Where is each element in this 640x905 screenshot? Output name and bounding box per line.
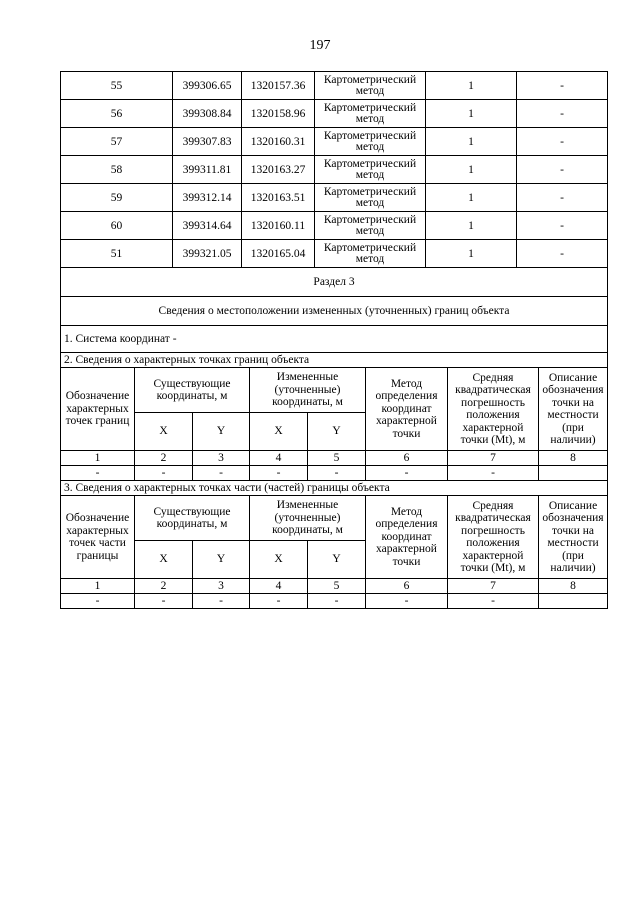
col-number: 4 <box>250 579 308 594</box>
table-cell: - <box>366 594 448 609</box>
method-line: метод <box>355 141 385 153</box>
x-coordinate: 399321.05 <box>173 240 242 268</box>
col-number: 4 <box>250 451 308 466</box>
header-x: X <box>250 413 308 451</box>
precision-cell: 1 <box>426 184 517 212</box>
header-x: X <box>250 541 308 579</box>
table-cell: - <box>193 594 250 609</box>
point-number: 56 <box>61 100 173 128</box>
method-line: Картометрический <box>323 102 417 114</box>
description-cell: - <box>517 156 608 184</box>
page-number: 197 <box>309 38 331 53</box>
col-number: 1 <box>61 451 135 466</box>
table-cell <box>539 466 608 481</box>
table-row <box>61 184 608 212</box>
table-row <box>61 72 608 100</box>
col-number: 8 <box>539 451 608 466</box>
col-number: 6 <box>366 451 448 466</box>
method-line: метод <box>355 225 385 237</box>
section-subtitle: Сведения о местоположении измененных (уточненных) границ объекта <box>61 297 608 326</box>
section-subtitle-row <box>61 297 608 326</box>
col-number: 8 <box>539 579 608 594</box>
method-line: Картометрический <box>323 158 417 170</box>
y-coordinate: 1320160.31 <box>242 128 315 156</box>
points-title-row <box>61 353 608 368</box>
description-cell: - <box>517 128 608 156</box>
method-line: Картометрический <box>323 130 417 142</box>
precision-cell: 1 <box>426 72 517 100</box>
parts-dash-row <box>61 594 608 609</box>
table-cell: - <box>135 594 193 609</box>
document-body <box>60 71 607 609</box>
table-cell: - <box>61 594 135 609</box>
x-coordinate: 399314.64 <box>173 212 242 240</box>
coord-system: 1. Система координат - <box>61 326 608 353</box>
y-coordinate: 1320158.96 <box>242 100 315 128</box>
method-cell <box>315 240 426 268</box>
method-line: метод <box>355 253 385 265</box>
y-coordinate: 1320165.04 <box>242 240 315 268</box>
point-number: 60 <box>61 212 173 240</box>
method-cell <box>315 128 426 156</box>
col-number: 5 <box>308 579 366 594</box>
method-cell <box>315 156 426 184</box>
table-cell: - <box>193 466 250 481</box>
table-row <box>61 212 608 240</box>
table-cell: - <box>308 594 366 609</box>
table-cell: - <box>61 466 135 481</box>
point-number: 51 <box>61 240 173 268</box>
precision-cell: 1 <box>426 212 517 240</box>
table-cell: - <box>448 594 539 609</box>
col-number: 2 <box>135 579 193 594</box>
header-method: Метод определения координат характерной точки <box>366 496 448 579</box>
points-table <box>60 71 608 353</box>
table-cell <box>539 594 608 609</box>
point-number: 55 <box>61 72 173 100</box>
header-y: Y <box>193 541 250 579</box>
header-precision: Средняя квадратическая погрешность положения характерной точки (Mt), м <box>448 368 539 451</box>
description-cell: - <box>517 184 608 212</box>
boundary-points-table <box>60 352 608 609</box>
precision-cell: 1 <box>426 128 517 156</box>
point-number: 59 <box>61 184 173 212</box>
method-line: метод <box>355 197 385 209</box>
parts-title: 3. Сведения о характерных точках части (частей) границы объекта <box>61 481 608 496</box>
method-line: метод <box>355 113 385 125</box>
description-cell: - <box>517 212 608 240</box>
header-x: X <box>135 413 193 451</box>
header-description: Описание обозначения точки на местности (при наличии) <box>539 496 608 579</box>
parts-column-number-row <box>61 579 608 594</box>
method-line: Картометрический <box>323 186 417 198</box>
description-cell: - <box>517 100 608 128</box>
header-designation: Обозначение характерных точек части границы <box>61 496 135 579</box>
section-title: Раздел 3 <box>61 268 608 297</box>
col-number: 1 <box>61 579 135 594</box>
precision-cell: 1 <box>426 156 517 184</box>
x-coordinate: 399308.84 <box>173 100 242 128</box>
y-coordinate: 1320157.36 <box>242 72 315 100</box>
header-description: Описание обозначения точки на местности (при наличии) <box>539 368 608 451</box>
parts-title-row <box>61 481 608 496</box>
header-changed: Измененные (уточненные) координаты, м <box>250 368 366 413</box>
method-cell <box>315 212 426 240</box>
precision-cell: 1 <box>426 100 517 128</box>
method-cell <box>315 72 426 100</box>
parts-header-row <box>61 496 608 541</box>
table-row <box>61 100 608 128</box>
table-row <box>61 156 608 184</box>
y-coordinate: 1320163.27 <box>242 156 315 184</box>
header-row <box>61 368 608 413</box>
x-coordinate: 399307.83 <box>173 128 242 156</box>
description-cell: - <box>517 72 608 100</box>
col-number: 2 <box>135 451 193 466</box>
x-coordinate: 399311.81 <box>173 156 242 184</box>
section-title-row <box>61 268 608 297</box>
method-line: Картометрический <box>323 74 417 86</box>
col-number: 7 <box>448 579 539 594</box>
table-row <box>61 128 608 156</box>
header-y: Y <box>308 541 366 579</box>
header-y: Y <box>193 413 250 451</box>
table-cell: - <box>308 466 366 481</box>
method-line: Картометрический <box>323 242 417 254</box>
header-existing: Существующие координаты, м <box>135 368 250 413</box>
table-row <box>61 240 608 268</box>
table-cell: - <box>448 466 539 481</box>
method-cell <box>315 184 426 212</box>
header-existing: Существующие координаты, м <box>135 496 250 541</box>
coord-system-row <box>61 326 608 353</box>
col-number: 3 <box>193 579 250 594</box>
point-number: 57 <box>61 128 173 156</box>
header-precision: Средняя квадратическая погрешность положения характерной точки (Mt), м <box>448 496 539 579</box>
method-cell <box>315 100 426 128</box>
header-x: X <box>135 541 193 579</box>
col-number: 7 <box>448 451 539 466</box>
method-line: метод <box>355 169 385 181</box>
column-number-row <box>61 451 608 466</box>
table-cell: - <box>250 594 308 609</box>
col-number: 5 <box>308 451 366 466</box>
y-coordinate: 1320160.11 <box>242 212 315 240</box>
points-title: 2. Сведения о характерных точках границ объекта <box>61 353 608 368</box>
y-coordinate: 1320163.51 <box>242 184 315 212</box>
header-y: Y <box>308 413 366 451</box>
col-number: 6 <box>366 579 448 594</box>
method-line: метод <box>355 85 385 97</box>
header-method: Метод определения координат характерной точки <box>366 368 448 451</box>
table-cell: - <box>135 466 193 481</box>
dash-row <box>61 466 608 481</box>
table-cell: - <box>250 466 308 481</box>
point-number: 58 <box>61 156 173 184</box>
description-cell: - <box>517 240 608 268</box>
col-number: 3 <box>193 451 250 466</box>
precision-cell: 1 <box>426 240 517 268</box>
header-designation: Обозначение характерных точек границ <box>61 368 135 451</box>
x-coordinate: 399312.14 <box>173 184 242 212</box>
table-cell: - <box>366 466 448 481</box>
method-line: Картометрический <box>323 214 417 226</box>
header-changed: Измененные (уточненные) координаты, м <box>250 496 366 541</box>
x-coordinate: 399306.65 <box>173 72 242 100</box>
